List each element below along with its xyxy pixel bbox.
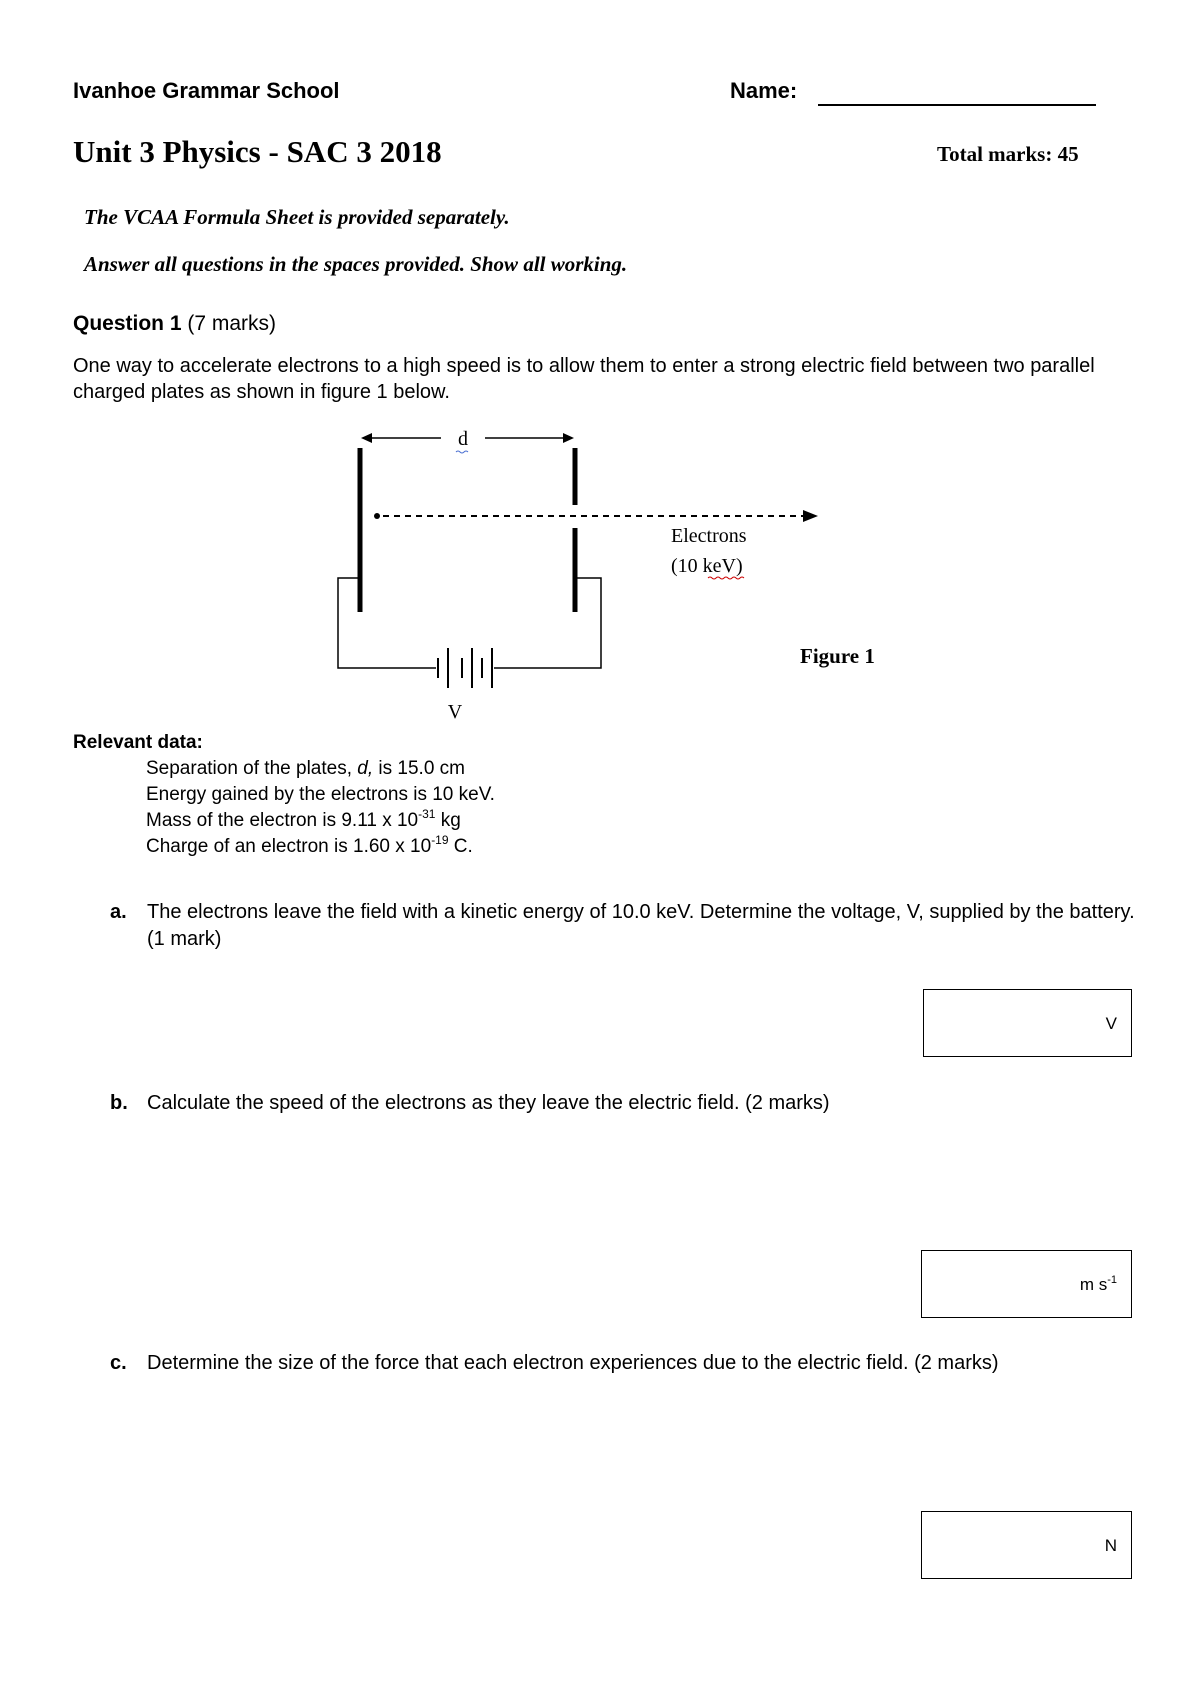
answer-box-a[interactable]: [923, 989, 1132, 1057]
figure-1-diagram: [0, 0, 1200, 740]
instruction-answer-spaces: Answer all questions in the spaces provided. Show all working.: [84, 252, 628, 276]
data-energy: Energy gained by the electrons is 10 keV.: [146, 784, 495, 805]
part-b-letter: b.: [110, 1092, 128, 1114]
answer-unit-a: V: [1105, 1014, 1117, 1033]
d-label: d: [458, 428, 468, 450]
total-marks: Total marks: 45: [937, 142, 1079, 166]
question-intro: One way to accelerate electrons to a high speed is to allow them to enter a strong electric field between two parallel charged plates as shown in figure 1 below.: [73, 355, 1095, 403]
data-mass: Mass of the electron is 9.11 x $10^{-31}$ kg: [146, 807, 461, 831]
question-number: Question 1: [73, 312, 182, 335]
data-separation: Separation of the plates, d, is 15.0 cm: [146, 758, 465, 779]
electron-source-dot: [374, 513, 380, 519]
question-marks: (7 marks): [181, 312, 277, 335]
circuit-wire: [338, 578, 601, 668]
instruction-formula-sheet: The VCAA Formula Sheet is provided separately.: [84, 205, 510, 229]
battery-symbol: [438, 648, 492, 688]
answer-box-c[interactable]: [921, 1511, 1132, 1579]
part-c-letter: c.: [110, 1352, 127, 1374]
part-b-text: Calculate the speed of the electrons as they leave the electric field. (2 marks): [147, 1092, 830, 1114]
relevant-data-list: [146, 756, 495, 860]
figure-caption: Figure 1: [800, 644, 875, 668]
answer-unit-b: m $s^{-1}$: [1079, 1274, 1117, 1294]
beam-arrowhead: [803, 510, 818, 522]
relevant-data-heading: Relevant data:: [73, 732, 203, 753]
school-name: Ivanhoe Grammar School: [73, 78, 340, 103]
name-label: Name:: [730, 78, 798, 103]
voltage-label: V: [447, 701, 463, 723]
d-dimension: [361, 428, 574, 453]
part-c-text: Determine the size of the force that each electron experiences due to the electric field. (2 marks): [147, 1352, 999, 1374]
data-charge: Charge of an electron is 1.60 x $10^{-19}$ C.: [146, 833, 473, 857]
answer-unit-c: N: [1104, 1536, 1117, 1555]
energy-label: (10 keV): [671, 555, 743, 577]
electrons-label: Electrons: [671, 525, 747, 547]
part-a-letter: a.: [110, 901, 127, 923]
answer-box-b[interactable]: [921, 1250, 1132, 1318]
page-title: Unit 3 Physics - SAC 3 2018: [73, 134, 442, 169]
part-a-text: The electrons leave the field with a kinetic energy of 10.0 keV. Determine the voltage, V, supplied by the battery. (1 mark): [147, 901, 1135, 950]
